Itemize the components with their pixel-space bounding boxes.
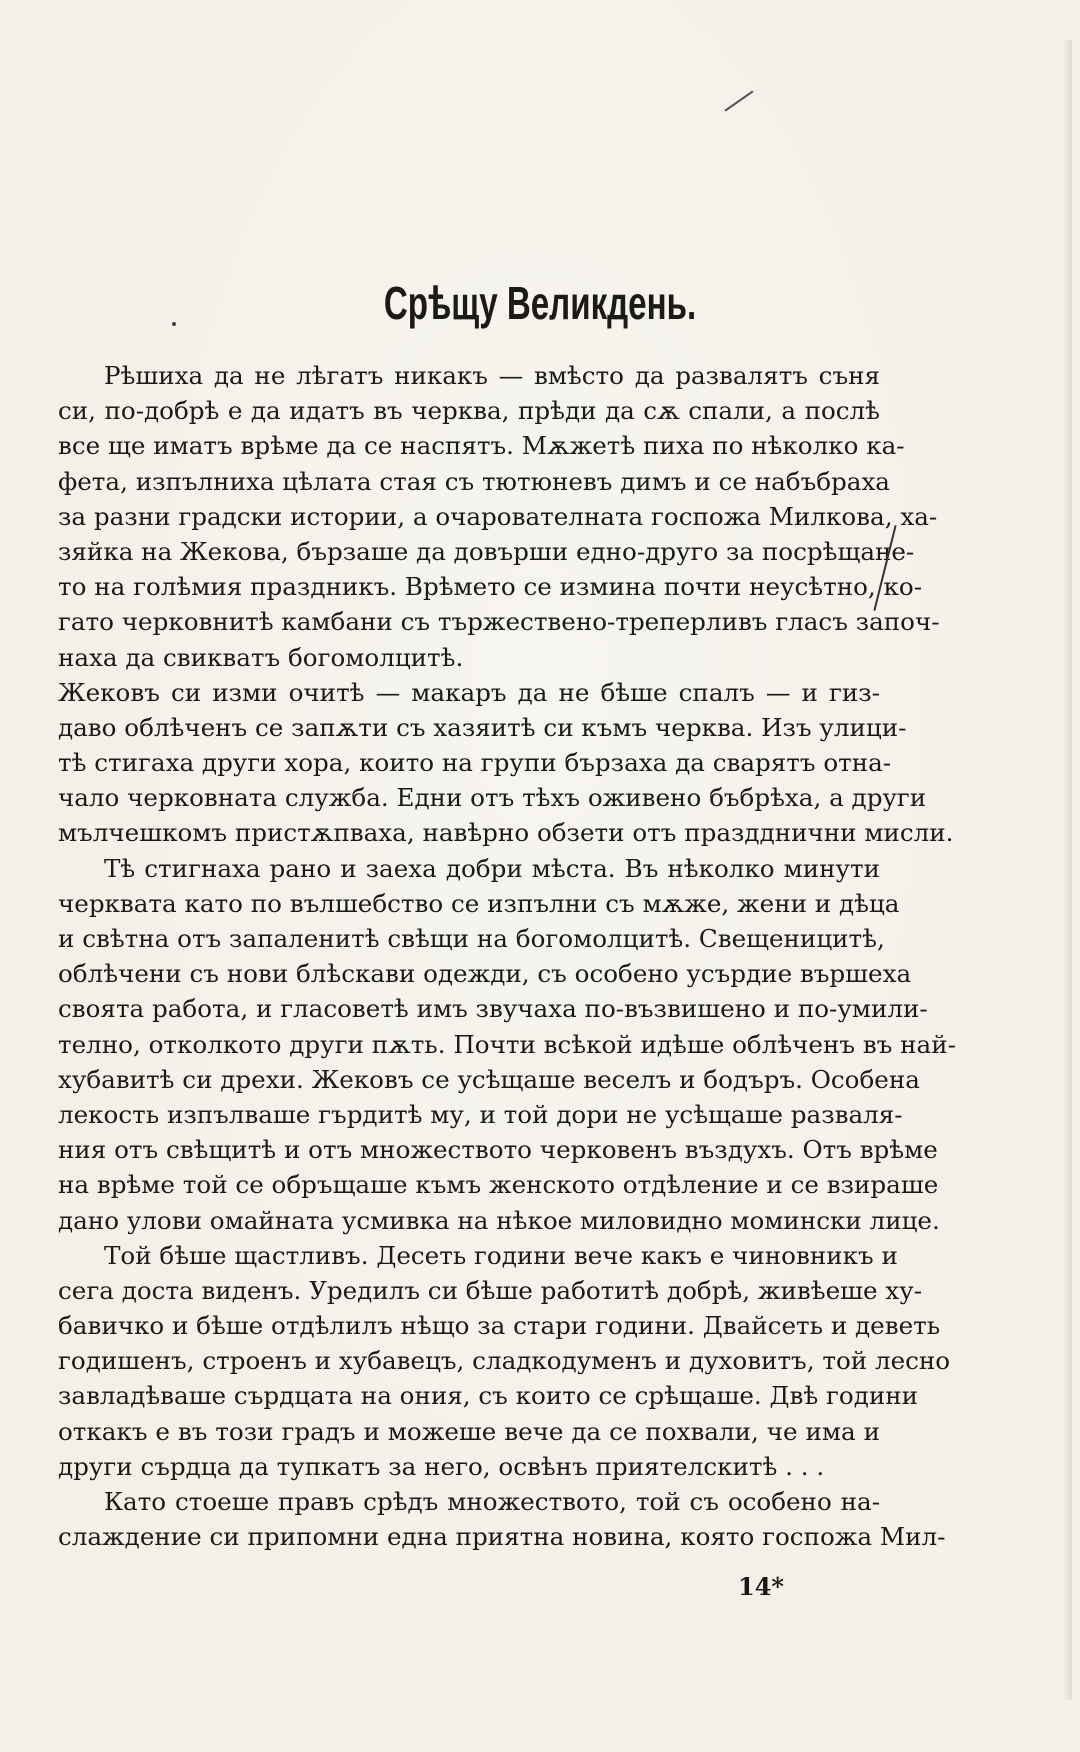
ink-dot: [172, 322, 176, 326]
text-line: черквата като по вълшебство се изпълни съ мѫже, жени и дѣца: [58, 888, 900, 918]
pencil-mark: [725, 90, 754, 111]
text-line: мълчешкомъ пристѫпваха, навѣрно обзети отъ праздднични мисли.: [58, 818, 954, 848]
text-line: фета, изпълниха цѣлата стая съ тютюневъ димъ и се набъбраха: [58, 466, 890, 496]
text-line: годишенъ, строенъ и хубавецъ, сладкодуменъ и духовитъ, той лесно: [58, 1346, 951, 1376]
text-line: слаждение си припомни една приятна новина, която госпожа Мил-: [58, 1522, 946, 1552]
text-line: си, по-добрѣ е да идатъ въ черква, прѣди да сѫ спали, а послѣ: [58, 396, 880, 426]
text-line: облѣчени съ нови блѣскави одежди, съ особено усърдие вършеха: [58, 959, 912, 989]
body-text: [58, 358, 956, 1554]
text-line: своята работа, и гласоветѣ имъ звучаха по-възвишено и по-умили-: [58, 994, 928, 1024]
text-line: сега доста виденъ. Уредилъ си бѣше работитѣ добрѣ, живѣеше ху-: [58, 1275, 923, 1305]
text-line: завладѣваше сърдцата на ония, съ които се срѣщаше. Двѣ години: [58, 1381, 919, 1411]
text-line: телно, отколкото други пѫть. Почти всѣкой идѣше облѣченъ въ най-: [58, 1029, 956, 1059]
chapter-title: Срѣщу Великдень.: [383, 277, 697, 329]
page-number: 14*: [738, 1572, 784, 1601]
text-line: други сърдца да тупкатъ за него, освѣнъ приятелскитѣ . . .: [58, 1451, 825, 1481]
text-line: тѣ стигаха други хора, които на групи бързаха да сварятъ отна-: [58, 748, 892, 778]
text-line: и свѣтна отъ запаленитѣ свѣщи на богомолцитѣ. Свещеницитѣ,: [58, 924, 885, 953]
text-line: Той бѣше щастливъ. Десеть години вече какъ е чиновникъ и: [104, 1240, 898, 1270]
text-line: бавичко и бѣше отдѣлилъ нѣщо за стари години. Двайсеть и деветь: [58, 1311, 941, 1341]
text-line: лекость изпълваше гърдитѣ му, и той дори не усѣщаше разваля-: [58, 1099, 903, 1129]
text-line: то на голѣмия праздникъ. Врѣмето се измина почти неусѣтно, ко-: [58, 572, 923, 602]
page-edge-shadow: [1062, 40, 1072, 1700]
text-line: все ще иматъ врѣме да се наспятъ. Мѫжетѣ пиха по нѣколко ка-: [58, 431, 905, 461]
text-line: откакъ е въ този градъ и можеше вече да се похвали, че има и: [58, 1416, 880, 1446]
text-line: Тѣ стигнаха рано и заеха добри мѣста. Въ нѣколко минути: [104, 853, 880, 883]
text-line: ния отъ свѣщитѣ и отъ множеството черковенъ въздухъ. Отъ врѣме: [58, 1135, 938, 1165]
text-line: Жековъ си изми очитѣ — макаръ да не бѣше спалъ — и гиз-: [58, 677, 880, 707]
text-line: зяйка на Жекова, бързаше да довърши едно-друго за посрѣщане-: [58, 536, 915, 566]
text-line: даво облѣченъ се запѫти съ хазяитѣ си къмъ черква. Изъ улици-: [58, 712, 907, 742]
text-line: Рѣшиха да не лѣгатъ никакъ — вмѣсто да развалятъ съня: [104, 361, 880, 390]
text-line: чало черковната служба. Едни отъ тѣхъ оживено бъбрѣха, а други: [58, 783, 927, 813]
text-line: за разни градски истории, а очарователната госпожа Милкова, ха-: [58, 501, 938, 531]
text-line: наха да свикватъ богомолцитѣ.: [58, 642, 464, 672]
text-line: дано улови омайната усмивка на нѣкое миловидно момински лице.: [58, 1205, 940, 1235]
text-line: гато черковнитѣ камбани съ тържествено-треперливъ гласъ започ-: [58, 607, 940, 637]
text-line: Като стоеше правъ срѣдъ множеството, той съ особено на-: [104, 1487, 880, 1516]
text-line: на врѣме той се обръщаше къмъ женското отдѣление и се взираше: [58, 1170, 939, 1200]
text-line: хубавитѣ си дрехи. Жековъ се усѣщаше веселъ и бодъръ. Особена: [58, 1064, 920, 1094]
